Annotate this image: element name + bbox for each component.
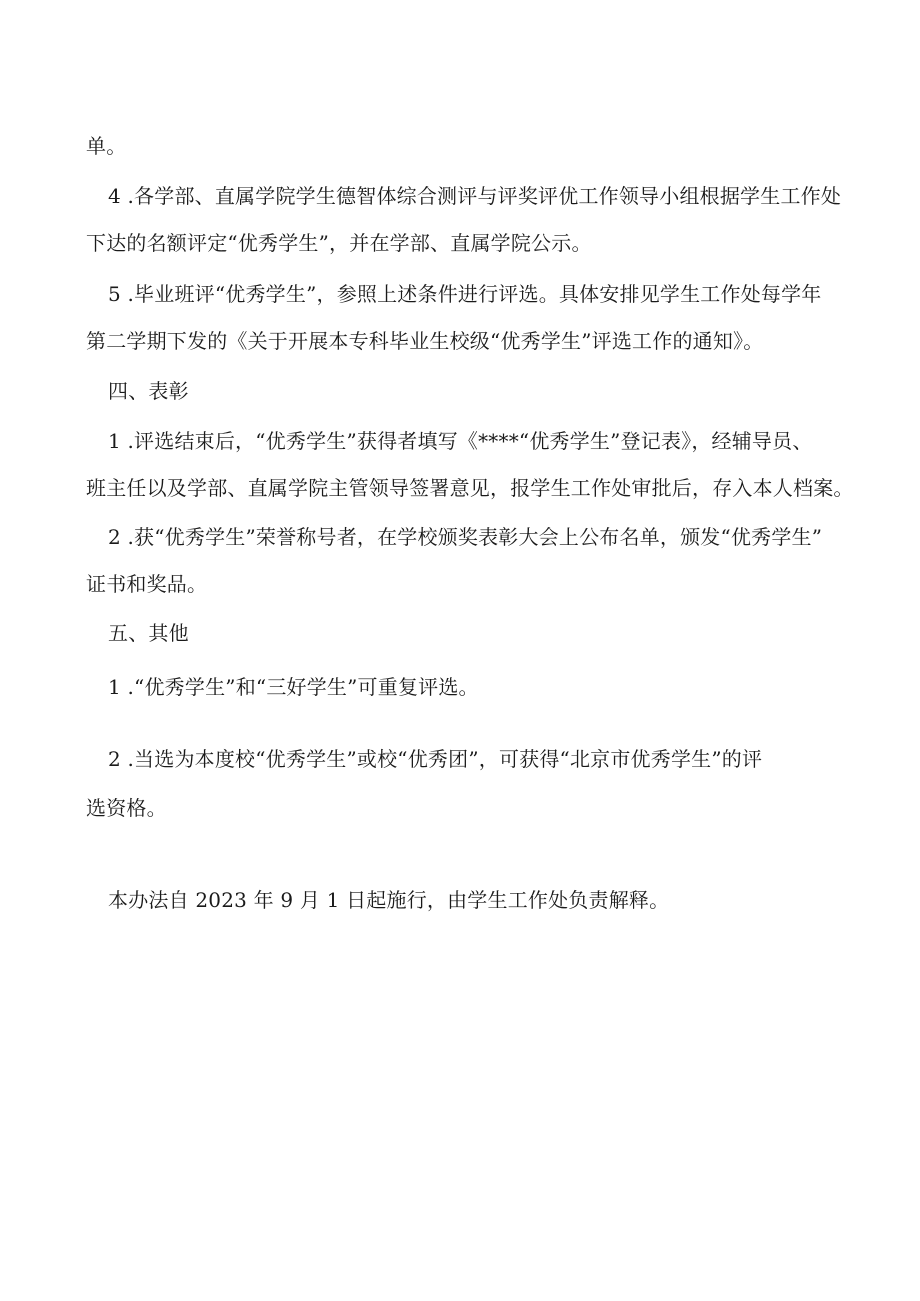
- paragraph-line: 第二学期下发的《关于开展本专科毕业生校级“优秀学生”评选工作的通知》。: [86, 329, 764, 353]
- closing-statement: 本办法自 2023 年 9 月 1 日起施行，由学生工作处负责解释。: [108, 888, 670, 912]
- paragraph-line: 单。: [86, 134, 127, 158]
- paragraph-line: 下达的名额评定“优秀学生”，并在学部、直属学院公示。: [86, 231, 592, 255]
- paragraph-line: 选资格。: [86, 796, 167, 820]
- paragraph-line: 1 .“优秀学生”和“三好学生”可重复评选。: [108, 675, 479, 699]
- section-heading: 四、表彰: [108, 379, 189, 403]
- paragraph-line: 1 .评选结束后，“优秀学生”获得者填写《****“优秀学生”登记表》，经辅导员、: [108, 429, 813, 453]
- paragraph-line: 4 .各学部、直属学院学生德智体综合测评与评奖评优工作领导小组根据学生工作处: [108, 184, 842, 208]
- paragraph-line: 班主任以及学部、直属学院主管领导签署意见，报学生工作处审批后，存入本人档案。: [86, 476, 854, 500]
- section-heading: 五、其他: [108, 621, 189, 645]
- paragraph-line: 2 .获“优秀学生”荣誉称号者，在学校颁奖表彰大会上公布名单，颁发“优秀学生”: [108, 525, 823, 549]
- paragraph-line: 证书和奖品。: [86, 572, 208, 596]
- paragraph-line: 2 .当选为本度校“优秀学生”或校“优秀团”，可获得“北京市优秀学生”的评: [108, 747, 763, 771]
- paragraph-line: 5 .毕业班评“优秀学生”，参照上述条件进行评选。具体安排见学生工作处每学年: [108, 282, 822, 306]
